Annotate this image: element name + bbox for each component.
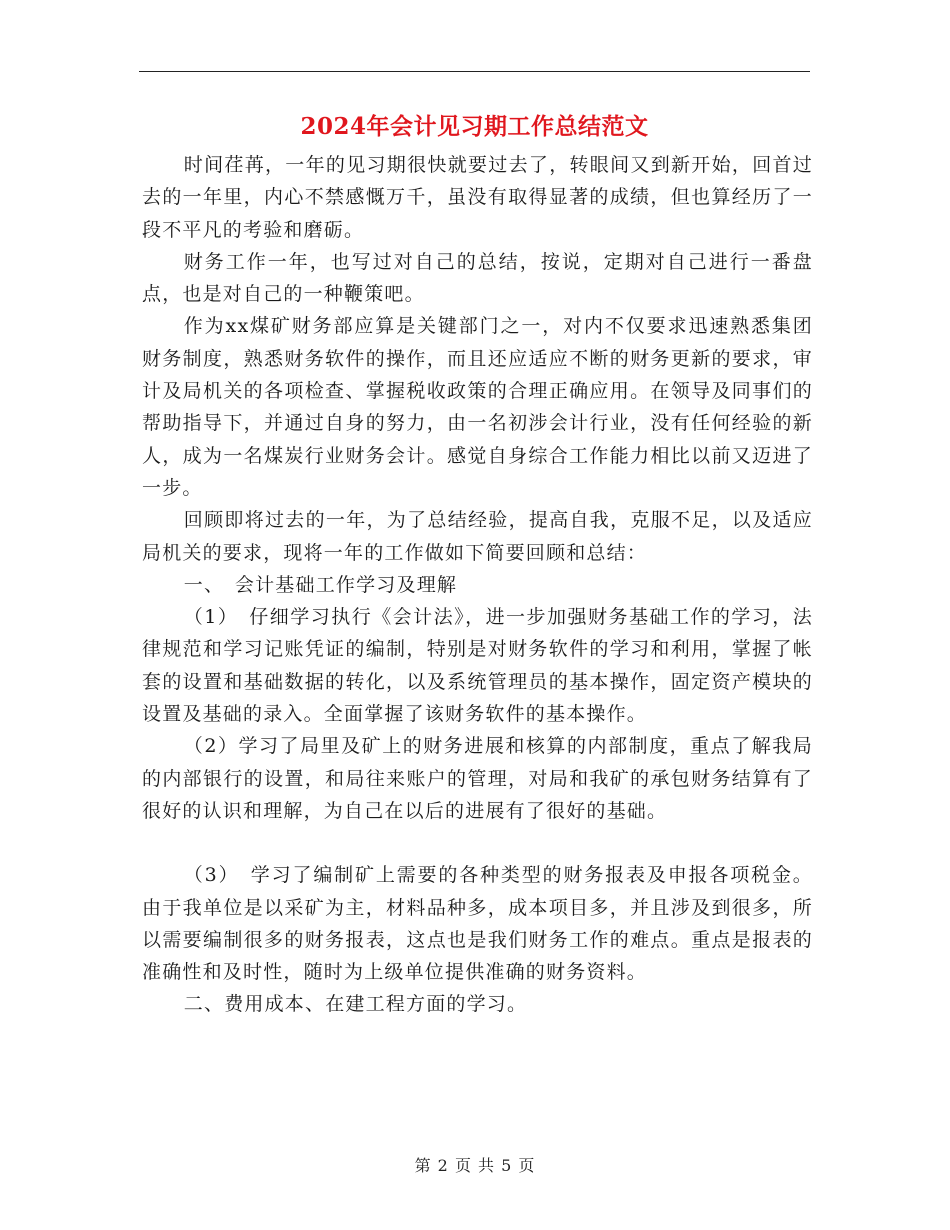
section-heading-1: 一、 会计基础工作学习及理解	[183, 573, 458, 596]
document-title: 2024年会计见习期工作总结范文	[300, 113, 649, 140]
paragraph-item-3: （3） 学习了编制矿上需要的各种类型的财务报表及申报各项税金。由于我单位是以采矿为主，材料品种多，成本项目多，并且涉及到很多，所以需要编制很多的财务报表，这点也是我们财务工作的难点。重点是报表的准确性和及时性，随时为上级单位提供准确的财务资料。	[142, 864, 813, 984]
section-heading-2: 二、费用成本、在建工程方面的学习。	[183, 993, 528, 1016]
paragraph-role: 作为xx煤矿财务部应算是关键部门之一，对内不仅要求迅速熟悉集团财务制度，熟悉财务软件的操作，而且还应适应不断的财务更新的要求，审计及局机关的各项检查、掌握税收政策的合理正确应用。在领导及同事们的帮助指导下，并通过自身的努力，由一名初涉会计行业，没有任何经验的新人，成为一名煤炭行业财务会计。感觉自身综合工作能力相比以前又迈进了一步。	[142, 315, 813, 499]
page-number-footer: 第 2 页 共 5 页	[414, 1156, 536, 1175]
paragraph-self-review: 财务工作一年，也写过对自己的总结，按说，定期对自己进行一番盘点，也是对自己的一种鞭策吧。	[142, 250, 813, 306]
document-body	[142, 149, 813, 1021]
paragraph-item-1: （1） 仔细学习执行《会计法》，进一步加强财务基础工作的学习，法律规范和学习记账凭证的编制，特别是对财务软件的学习和利用，掌握了帐套的设置和基础数据的转化，以及系统管理员的基本操作，固定资产模块的设置及基础的录入。全面掌握了该财务软件的基本操作。	[142, 606, 813, 726]
paragraph-item-2: （2）学习了局里及矿上的财务进展和核算的内部制度，重点了解我局的内部银行的设置，和局往来账户的管理，对局和我矿的承包财务结算有了很好的认识和理解，为自己在以后的进展有了很好的基础。	[142, 735, 813, 822]
paragraph-review-purpose: 回顾即将过去的一年，为了总结经验，提高自我，克服不足，以及适应局机关的要求，现将一年的工作做如下简要回顾和总结：	[142, 509, 813, 564]
paragraph-intro: 时间荏苒，一年的见习期很快就要过去了，转眼间又到新开始，回首过去的一年里，内心不禁感慨万千，虽没有取得显著的成绩，但也算经历了一段不平凡的考验和磨砺。	[142, 154, 813, 241]
header-rule	[139, 71, 810, 72]
